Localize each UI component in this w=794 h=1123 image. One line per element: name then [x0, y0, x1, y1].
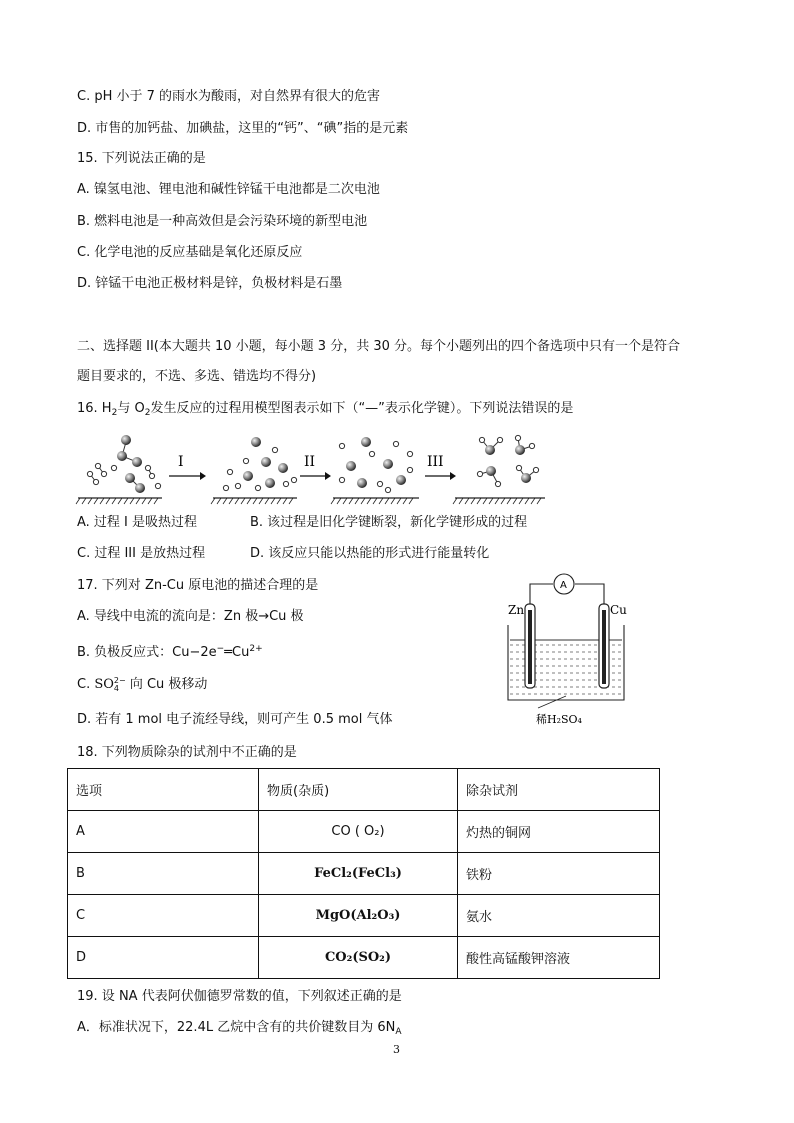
q15-option-d: D. 锌锰干电池正极材料是锌，负极材料是石墨	[77, 276, 343, 291]
q19-stem: 19. 设 NA 代表阿伏伽德罗常数的值，下列叙述正确的是	[77, 989, 402, 1004]
step-ii-label: II	[304, 454, 316, 470]
table-row	[68, 895, 660, 937]
solution-label: 稀H₂SO₄	[536, 713, 582, 726]
section-2-heading: 二、选择题 II(本大题共 10 小题，每小题 3 分，共 30 分。每个小题列出的四个备选项中只有一个是符合	[77, 339, 681, 354]
ammeter-label: A	[560, 580, 567, 591]
table-cell: 铁粉	[458, 853, 660, 895]
page-number: 3	[393, 1043, 400, 1056]
table-cell: 灼热的铜网	[458, 811, 660, 853]
q16-option-a: A. 过程 I 是吸热过程	[77, 515, 198, 530]
q17-option-c: C. SO 2− 4 向 Cu 极移动	[77, 675, 208, 693]
table-cell: CO₂(SO₂)	[259, 937, 458, 979]
q15-option-c: C. 化学电池的反应基础是氧化还原反应	[77, 245, 303, 260]
table-header: 除杂试剂	[458, 769, 660, 811]
q15-stem: 15. 下列说法正确的是	[77, 151, 206, 166]
table-cell: FeCl₂(FeCl₃)	[259, 853, 458, 895]
table-row	[68, 853, 660, 895]
q18-table	[67, 768, 660, 979]
table-row	[68, 937, 660, 979]
step-i-label: I	[178, 454, 184, 470]
table-cell: C	[68, 895, 259, 937]
step-iii-label: III	[427, 454, 444, 470]
zn-label: Zn	[508, 603, 525, 617]
q14-option-d: D. 市售的加钙盐、加碘盐，这里的“钙”、“碘”指的是元素	[77, 121, 409, 136]
table-cell: B	[68, 853, 259, 895]
table-cell: 氨水	[458, 895, 660, 937]
table-cell: 酸性高锰酸钾溶液	[458, 937, 660, 979]
q18-stem: 18. 下列物质除杂的试剂中不正确的是	[77, 745, 297, 760]
q17-option-a: A. 导线中电流的流向是：Zn 极→Cu 极	[77, 609, 304, 624]
table-cell: MgO(Al₂O₃)	[259, 895, 458, 937]
q15-option-a: A. 镍氢电池、锂电池和碱性锌锰干电池都是二次电池	[77, 182, 380, 197]
q14-option-c: C. pH 小于 7 的雨水为酸雨，对自然界有很大的危害	[77, 89, 381, 104]
table-header: 物质(杂质)	[259, 769, 458, 811]
q17-option-b: B. 负极反应式：$Cu-2e^-═Cu^{2+}$	[77, 644, 263, 660]
table-cell: CO ( O₂)	[259, 811, 458, 853]
cu-label: Cu	[610, 603, 627, 617]
table-header: 选项	[68, 769, 259, 811]
q15-option-b: B. 燃料电池是一种高效但是会污染环境的新型电池	[77, 214, 368, 229]
q16-option-d: D. 该反应只能以热能的形式进行能量转化	[250, 546, 490, 561]
q16-stem: 16. $H_2$与 $O_2$发生反应的过程用模型图表示如下（“—”表示化学键）。下列说法错误的是	[77, 401, 574, 418]
zn-cu-cell-diagram	[496, 570, 646, 730]
reaction-model-diagram	[70, 428, 560, 510]
q19-option-a: A．标准状况下，22.4L 乙烷中含有的共价键数目为 $6N_A$	[77, 1020, 402, 1037]
table-header-row	[68, 769, 660, 811]
section-2-heading-cont: 题目要求的，不选、多选、错选均不得分)	[77, 369, 317, 384]
q16-option-b: B. 该过程是旧化学键断裂，新化学键形成的过程	[250, 515, 528, 530]
table-cell: D	[68, 937, 259, 979]
q17-stem: 17. 下列对 Zn-Cu 原电池的描述合理的是	[77, 578, 319, 593]
table-cell: A	[68, 811, 259, 853]
q16-option-c: C. 过程 III 是放热过程	[77, 546, 206, 561]
q17-option-d: D. 若有 1 mol 电子流经导线，则可产生 0.5 mol 气体	[77, 712, 393, 727]
table-row	[68, 811, 660, 853]
